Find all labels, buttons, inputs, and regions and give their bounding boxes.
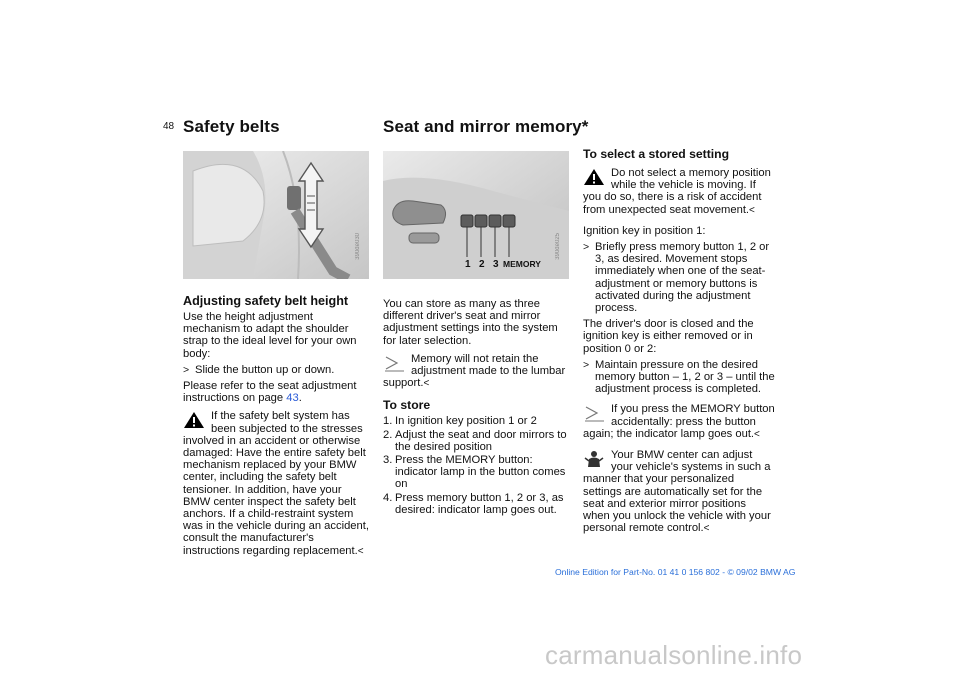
left-column	[183, 294, 371, 564]
site-watermark: carmanualsonline.info	[545, 640, 803, 670]
step-text: Adjust the seat and door mirrors to the desired position	[395, 428, 567, 453]
maintain-bullet	[583, 359, 775, 396]
page-number: 48	[163, 121, 175, 132]
belt-ref-period: .	[298, 392, 302, 405]
edition-footer: Online Edition for Part-No. 01 41 0 156 802 - © 09/02 BMW AG	[555, 567, 796, 577]
store-step	[383, 492, 573, 516]
belt-height-illustration	[183, 151, 369, 279]
door-closed-text: The driver's door is closed and the ignition key is either removed or in position 0 or 2:	[583, 318, 754, 355]
memory-label-2: 2	[479, 259, 485, 270]
end-mark: <	[357, 545, 364, 557]
memory-photo-code: 390de025	[555, 233, 561, 260]
lumbar-note-text: Memory will not retain the adjustment made to the lumbar support.	[383, 352, 566, 390]
step-number: 3.	[383, 454, 393, 467]
memory-label-memory: MEMORY	[503, 259, 541, 269]
belt-height-title: Adjusting safety belt height	[183, 294, 349, 308]
memory-accident-note	[583, 403, 775, 441]
step-number: 4.	[383, 491, 393, 504]
memory-accident-text: If you press the MEMORY button accidentally: press the button again; the indicator lamp goes out.	[583, 403, 775, 440]
belt-height-photo	[183, 151, 369, 279]
bmw-center-text: Your BMW center can adjust your vehicle's systems in such a manner that your personalized settings are automatically set for the seat and exterior mirror positions when you unlock the vehicle with your personal remote control.	[583, 449, 771, 535]
select-bullet	[583, 241, 775, 314]
belt-photo-code: 390de030	[355, 233, 361, 260]
memory-label-1: 1	[465, 259, 471, 270]
warning-icon	[183, 411, 205, 429]
service-technician-icon	[583, 450, 605, 468]
note-arrow-icon	[383, 354, 405, 372]
belt-bullet-text: Slide the button up or down.	[195, 363, 335, 376]
memory-buttons-photo	[383, 151, 569, 279]
store-step	[383, 454, 573, 491]
belt-page-ref	[183, 380, 371, 404]
step-number: 1.	[383, 415, 393, 428]
note-arrow-icon	[583, 404, 605, 422]
memory-buttons-illustration	[383, 151, 569, 279]
moving-warning	[583, 167, 775, 217]
section-heading-seat-memory: Seat and mirror memory*	[383, 117, 589, 136]
to-store-title: To store	[383, 398, 431, 413]
store-step	[383, 415, 573, 427]
section-heading-safety-belts: Safety belts	[183, 117, 280, 136]
middle-column	[383, 298, 573, 517]
select-bullet-text: Briefly press memory button 1, 2 or 3, as desired. Movement stops immediately when one of the seat-adjustment or memory buttons is activated during the adjustment process.	[595, 241, 770, 315]
belt-height-intro: Use the height adjustment mechanism to adapt the shoulder strap to the ideal level for your own body:	[183, 311, 357, 360]
memory-intro: You can store as many as three different driver's seat and mirror adjustment settings into the system for later selection.	[383, 298, 558, 347]
right-column	[583, 147, 775, 541]
belt-bullet	[183, 364, 371, 376]
step-text: Press the MEMORY button: indicator lamp in the button comes on	[395, 454, 566, 491]
store-step	[383, 429, 573, 453]
warning-icon	[583, 168, 605, 186]
memory-label-3: 3	[493, 259, 499, 270]
step-text: In ignition key position 1 or 2	[395, 415, 537, 428]
end-mark: <	[749, 204, 755, 216]
maintain-bullet-text: Maintain pressure on the desired memory button – 1, 2 or 3 – until the adjustment process is completed.	[595, 358, 775, 396]
belt-warning	[183, 410, 371, 557]
moving-warning-text: Do not select a memory position while the vehicle is moving. If you do so, there is a risk of accident from unexpected seat movement.	[583, 167, 771, 216]
belt-ref-text: Please refer to the seat adjustment instructions on page	[183, 380, 357, 405]
belt-warning-text: If the safety belt system has been subjected to the stresses involved in an accident or otherwise damaged: Have the entire safety belt mechanism replaced by your BMW center, including the safety belt tensioner. In addition, have your BMW center inspect the safety belt anchors. If a child-restraint system was in the vehicle during an accident, consult the manufacturer's instructions regarding replacement.	[183, 410, 369, 557]
page-43-link[interactable]: 43	[286, 392, 299, 405]
select-setting-title: To select a stored setting	[583, 147, 730, 161]
step-text: Press memory button 1, 2 or 3, as desired: indicator lamp goes out.	[395, 491, 564, 516]
end-mark: <	[703, 523, 710, 535]
ignition-key-text: Ignition key in position 1:	[583, 224, 706, 237]
lumbar-note	[383, 353, 573, 391]
bmw-center-note	[583, 449, 775, 535]
step-number: 2.	[383, 428, 393, 441]
end-mark: <	[754, 428, 760, 440]
end-mark: <	[423, 378, 430, 390]
